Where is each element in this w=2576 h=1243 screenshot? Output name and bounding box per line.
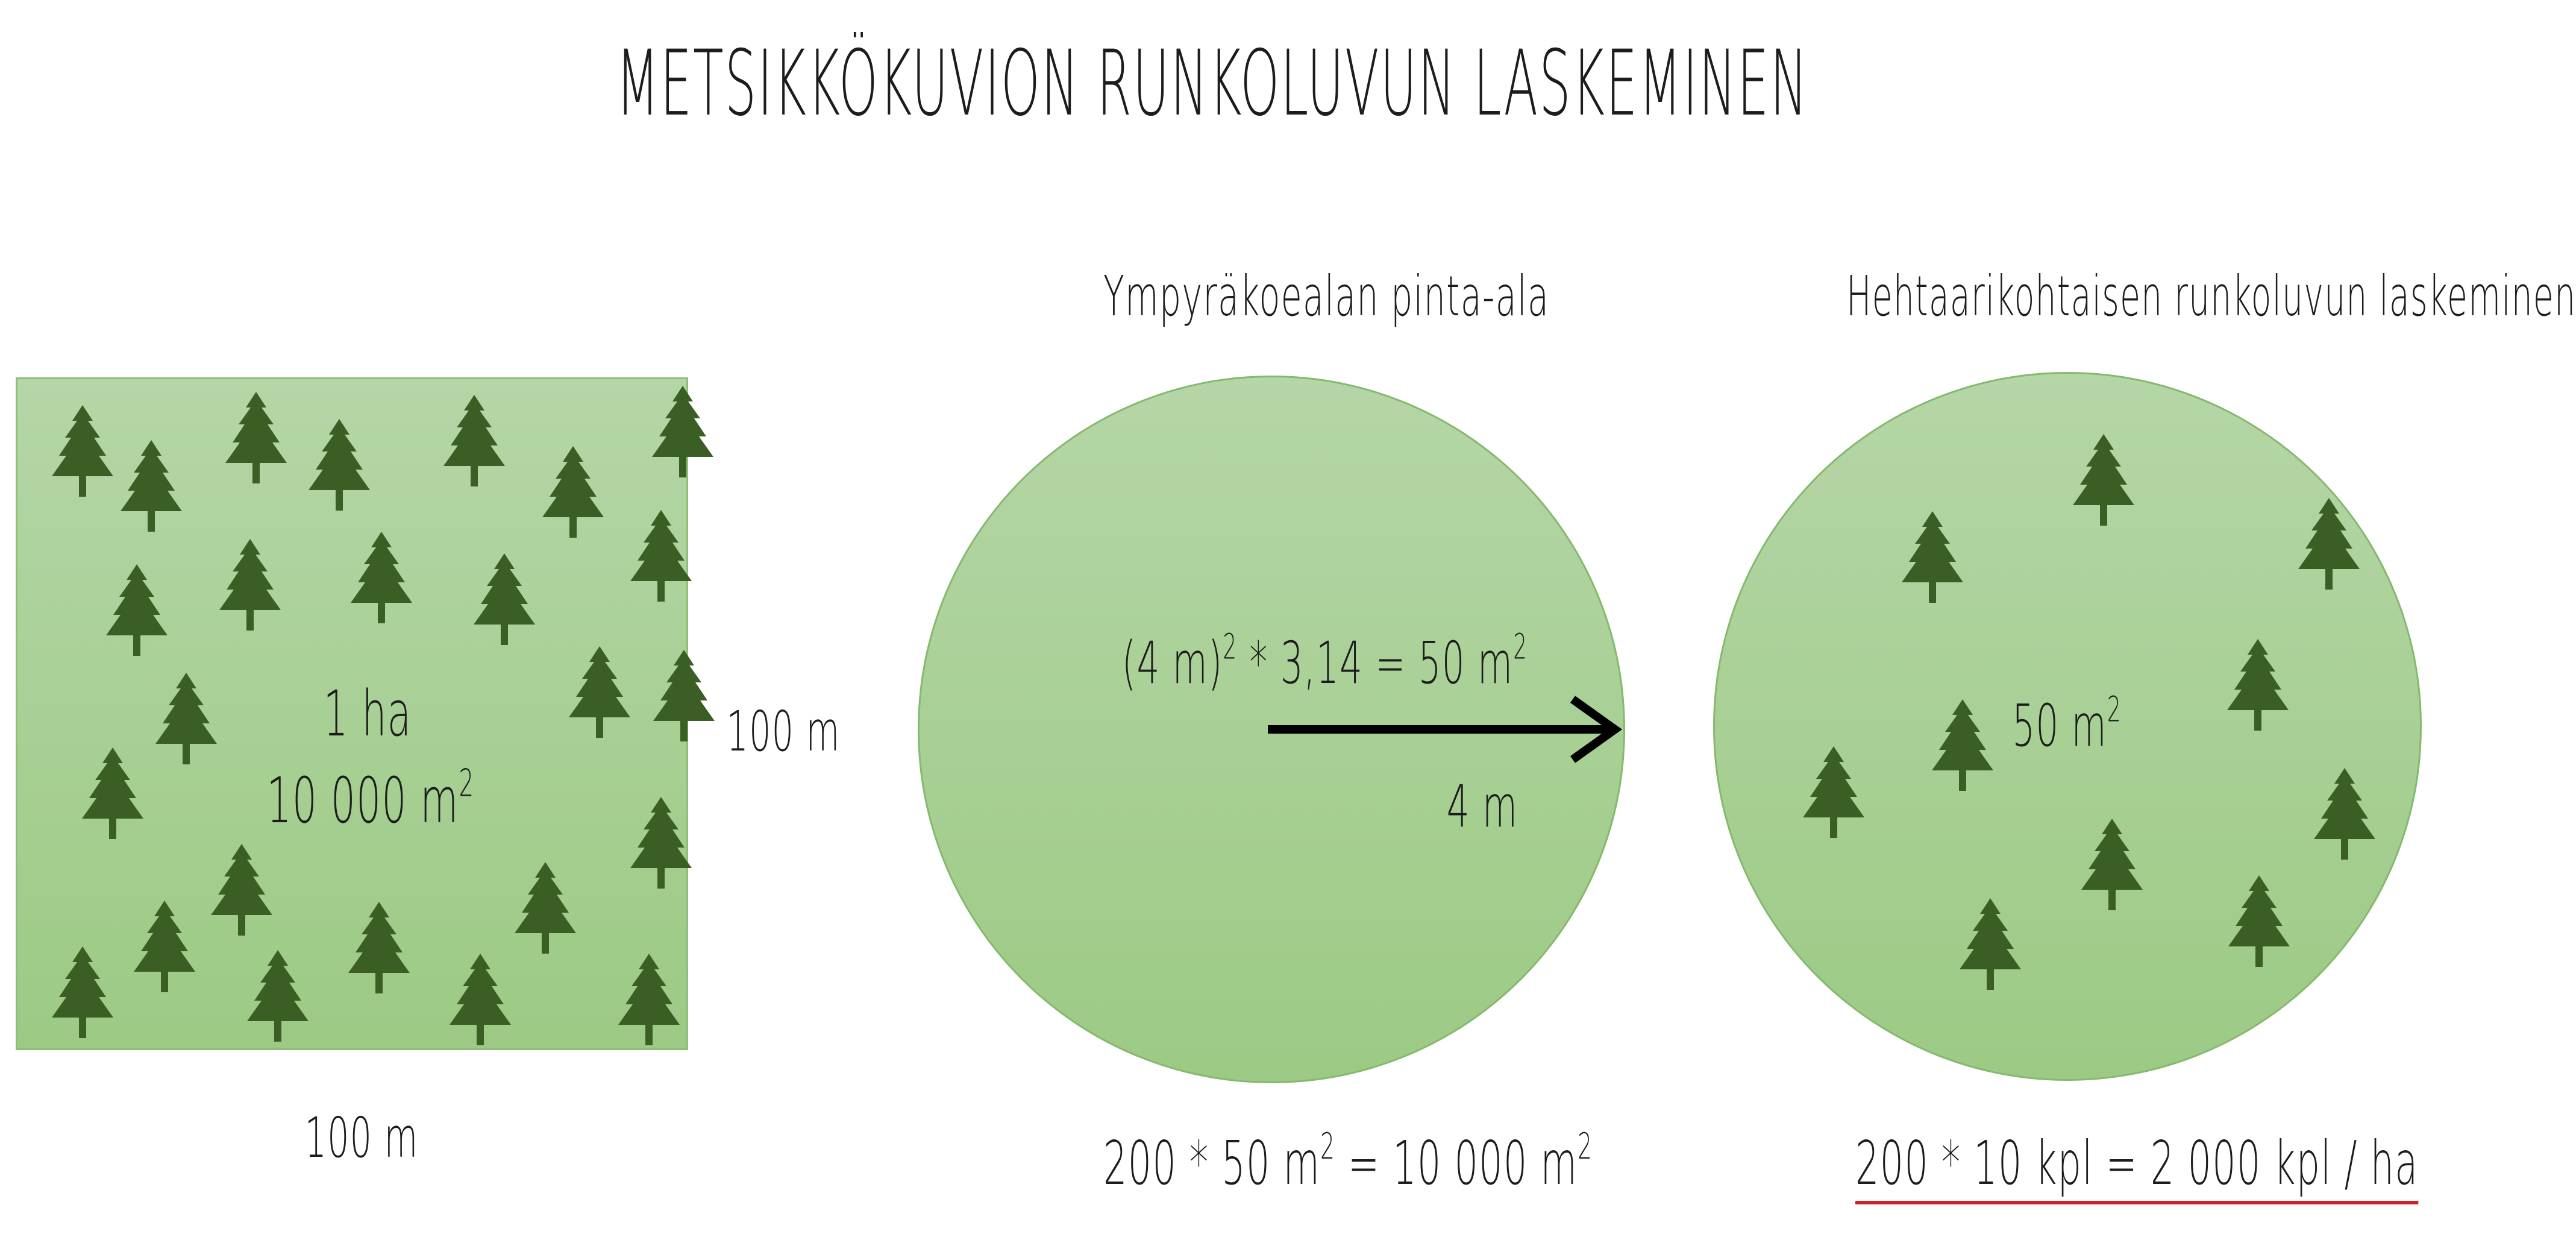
area-m2-label: 10 000 $m^2$	[266, 761, 475, 837]
plot-count-formula: 200 * 50 $m^2 = 10$ 000 $m^2$	[1103, 1125, 1593, 1198]
radius-label: 4 m	[1446, 773, 1518, 840]
spruce-tree-icon	[1931, 699, 1995, 791]
side-length-right: 100 m	[726, 699, 841, 764]
spruce-tree-icon	[1802, 746, 1866, 838]
spruce-tree-icon	[1958, 898, 2022, 990]
spruce-tree-icon	[2072, 434, 2136, 526]
spruce-tree-icon	[2226, 639, 2290, 731]
spruce-tree-icon	[1901, 511, 1964, 603]
spruce-tree-icon	[2313, 768, 2377, 860]
plot-area-label: 50 $m^2$	[2012, 689, 2122, 760]
area-ha-label: 1 ha	[323, 677, 412, 751]
spruce-tree-icon	[2227, 875, 2291, 967]
per-hectare-heading: Hehtaarikohtaisen runkoluvun laskeminen	[1846, 264, 2576, 329]
trees-per-hectare-result: 200 * 10 kpl = 2 000 kpl / ha	[1855, 1133, 2266, 1194]
spruce-tree-icon	[2080, 819, 2144, 910]
circle-area-heading: Ympyräkoealan pinta-ala	[1103, 264, 1550, 329]
side-length-bottom: 100 m	[304, 1106, 419, 1170]
circle-area-formula: (4 m)$^2$ * 3,14 = 50 $m^2$	[1122, 626, 1528, 697]
spruce-tree-icon	[2297, 498, 2361, 590]
page-title: METSIKKÖKUVION RUNKOLUVUN LASKEMINEN	[616, 31, 1809, 136]
